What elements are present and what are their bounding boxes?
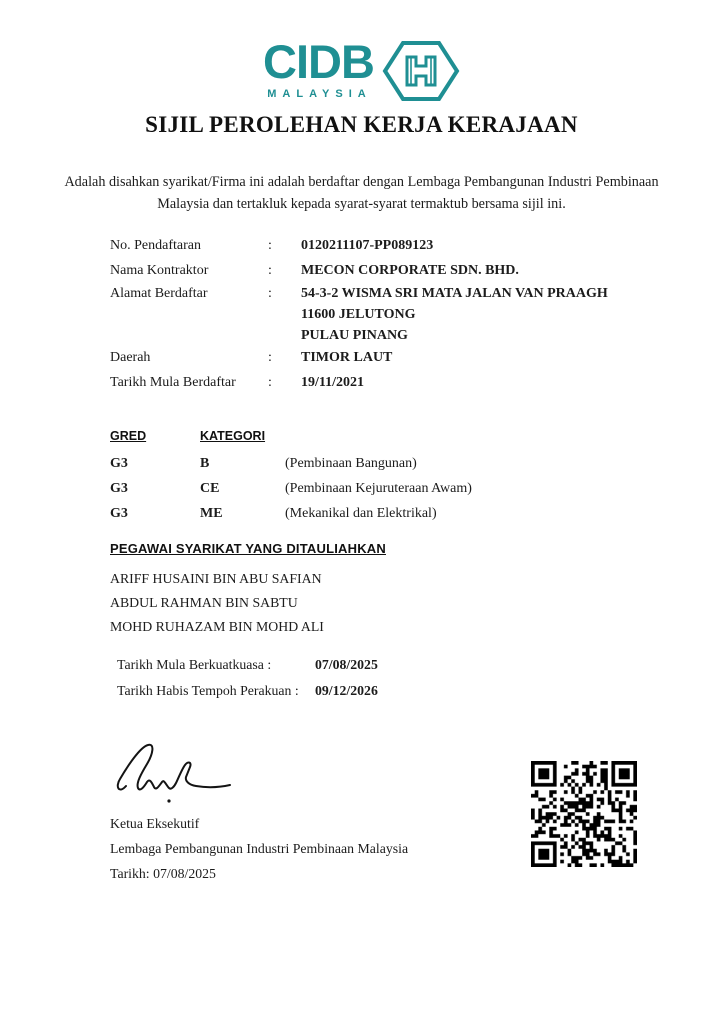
- field-tarikh-mula-berdaftar: [110, 371, 630, 396]
- kategori-desc: (Pembinaan Kejuruteraan Awam): [285, 481, 472, 496]
- address-line-3: PULAU PINANG: [301, 328, 408, 343]
- signature-icon: [112, 736, 244, 806]
- officers-heading: PEGAWAI SYARIKAT YANG DITAULIAHKAN: [110, 541, 386, 556]
- header-gred: GRED: [110, 429, 147, 443]
- field-daerah: [110, 346, 630, 371]
- cidb-logo-wordmark: CIDB: [263, 35, 374, 88]
- kategori-cell: CE: [200, 481, 220, 496]
- intro-line-1: Adalah disahkan syarikat/Firma ini adalah berdaftar dengan Lembaga Pembangunan Industri Pembinaan: [64, 174, 659, 190]
- gred-cell: G3: [110, 456, 128, 471]
- list-item: MOHD RUHAZAM BIN MOHD ALI: [110, 619, 324, 634]
- page-title: SIJIL PEROLEHAN KERJA KERAJAAN: [145, 112, 578, 137]
- cidb-hexagon-h-icon: [382, 38, 460, 104]
- issue-date: Tarikh: 07/08/2025: [110, 866, 216, 881]
- field-value: [301, 283, 608, 346]
- kategori-desc: (Pembinaan Bangunan): [285, 456, 417, 471]
- grade-table-rows: [110, 451, 472, 526]
- validity-end-value: 09/12/2026: [315, 683, 378, 698]
- validity-end-label: Tarikh Habis Tempoh Perakuan :: [117, 683, 299, 698]
- field-value: TIMOR LAUT: [301, 350, 393, 365]
- address-line-2: 11600 JELUTONG: [301, 307, 416, 322]
- cidb-logo-text-block: [263, 35, 374, 100]
- validity-start-label: Tarikh Mula Berkuatkuasa :: [117, 657, 272, 672]
- registration-fields: [110, 234, 630, 395]
- officers-section: [110, 541, 386, 639]
- intro-paragraph: [0, 171, 723, 215]
- field-nama-kontraktor: [110, 259, 630, 284]
- field-label: Nama Kontraktor: [110, 262, 209, 278]
- field-label: Daerah: [110, 350, 151, 365]
- list-item: ARIFF HUSAINI BIN ABU SAFIAN: [110, 571, 322, 586]
- field-label: No. Pendaftaran: [110, 238, 201, 253]
- header-kategori: KATEGORI: [200, 429, 266, 443]
- field-no-pendaftaran: [110, 234, 630, 259]
- field-label: Tarikh Mula Berdaftar: [110, 374, 236, 390]
- kategori-cell: B: [200, 456, 210, 471]
- kategori-desc: (Mekanikal dan Elektrikal): [285, 506, 437, 521]
- kategori-cell: ME: [200, 506, 223, 521]
- field-colon: :: [268, 350, 272, 365]
- intro-line-2: Malaysia dan tertakluk kepada syarat-syarat termaktub bersama sijil ini.: [157, 196, 566, 212]
- list-item: ABDUL RAHMAN BIN SABTU: [110, 595, 298, 610]
- table-row: [110, 451, 472, 476]
- gred-cell: G3: [110, 481, 128, 496]
- field-value: 19/11/2021: [301, 374, 365, 390]
- field-colon: :: [268, 374, 272, 390]
- field-alamat-berdaftar: [110, 283, 630, 346]
- validity-start-row: [117, 652, 378, 678]
- signatory-role: Ketua Eksekutif: [110, 816, 200, 831]
- officers-list: [110, 567, 386, 639]
- cidb-logo-subtext: MALAYSIA: [267, 88, 372, 100]
- signatory-organization: Lembaga Pembangunan Industri Pembinaan Malaysia: [110, 841, 409, 856]
- field-value: MECON CORPORATE SDN. BHD.: [301, 262, 519, 278]
- field-colon: :: [268, 286, 272, 301]
- table-row: [110, 501, 472, 526]
- field-label: Alamat Berdaftar: [110, 286, 208, 301]
- validity-section: [117, 652, 378, 704]
- grade-table: [110, 429, 472, 526]
- address-line-1: 54-3-2 WISMA SRI MATA JALAN VAN PRAAGH: [301, 286, 608, 301]
- validity-end-row: [117, 678, 378, 704]
- gred-cell: G3: [110, 506, 128, 521]
- field-colon: :: [268, 262, 272, 278]
- table-row: [110, 476, 472, 501]
- qr-code: [531, 761, 637, 867]
- validity-start-value: 07/08/2025: [315, 657, 378, 672]
- grade-table-header: [110, 429, 472, 444]
- cidb-logo: [0, 35, 723, 104]
- field-colon: :: [268, 238, 272, 253]
- footer-block: [110, 811, 408, 886]
- field-value: 0120211107-PP089123: [301, 238, 434, 253]
